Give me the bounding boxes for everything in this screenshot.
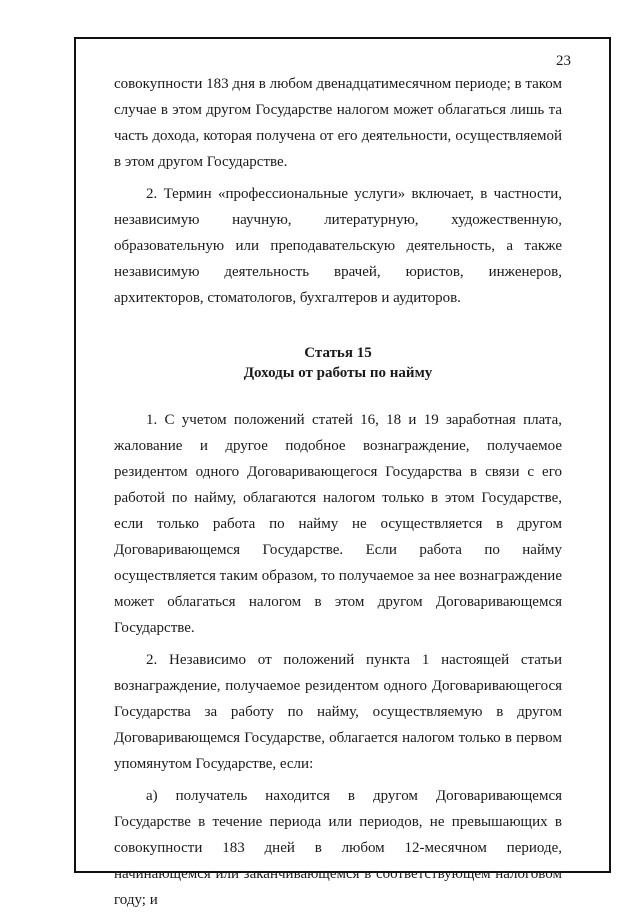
paragraph-continuation: совокупности 183 дня в любом двенадцатимесячном периоде; в таком случае в этом другом Государстве налогом может облагаться лишь та часть дохода, которая получена от его деятельности, осуществляемой в этом другом Государстве.	[114, 76, 562, 170]
paragraph-professional-services: 2. Термин «профессиональные услуги» включает, в частности, независимую научную, литературную, художественную, образовательную или преподавательскую деятельность, а также независимую деятельность врачей, юристов, инженеров, архитекторов, стоматологов, бухгалтеров и аудиторов.	[114, 186, 562, 306]
paragraph-article-15-2a: а) получатель находится в другом Договаривающемся Государстве в течение периода или периодов, не превышающих в совокупности 183 дней в любом 12-месячном периоде, начинающемся или заканчивающемся в соответствующем налоговом году; и	[114, 788, 562, 908]
paragraph-article-15-2: 2. Независимо от положений пункта 1 настоящей статьи вознаграждение, получаемое резидентом одного Договаривающегося Государства за работу по найму, осуществляемую в другом Договаривающемся Государстве, облагается налогом только в первом упомянутом Государстве, если:	[114, 652, 562, 772]
document-body	[114, 71, 562, 919]
paragraph-article-15-1: 1. С учетом положений статей 16, 18 и 19 заработная плата, жалование и другое подобное вознаграждение, получаемое резидентом одного Договаривающегося Государства в связи с его работой по найму, облагаются налогом только в этом Государстве, если только работа по найму не осуществляется в другом Договаривающемся Государстве. Если работа по найму осуществляется таким образом, то получаемое за нее вознаграждение может облагаться налогом в этом другом Договаривающемся Государстве.	[114, 412, 562, 636]
page-frame	[74, 37, 611, 908]
article-heading	[114, 343, 562, 383]
page-number: 23	[556, 53, 571, 69]
article-number: Статья 15	[304, 345, 372, 361]
article-title: Доходы от работы по найму	[243, 365, 433, 381]
